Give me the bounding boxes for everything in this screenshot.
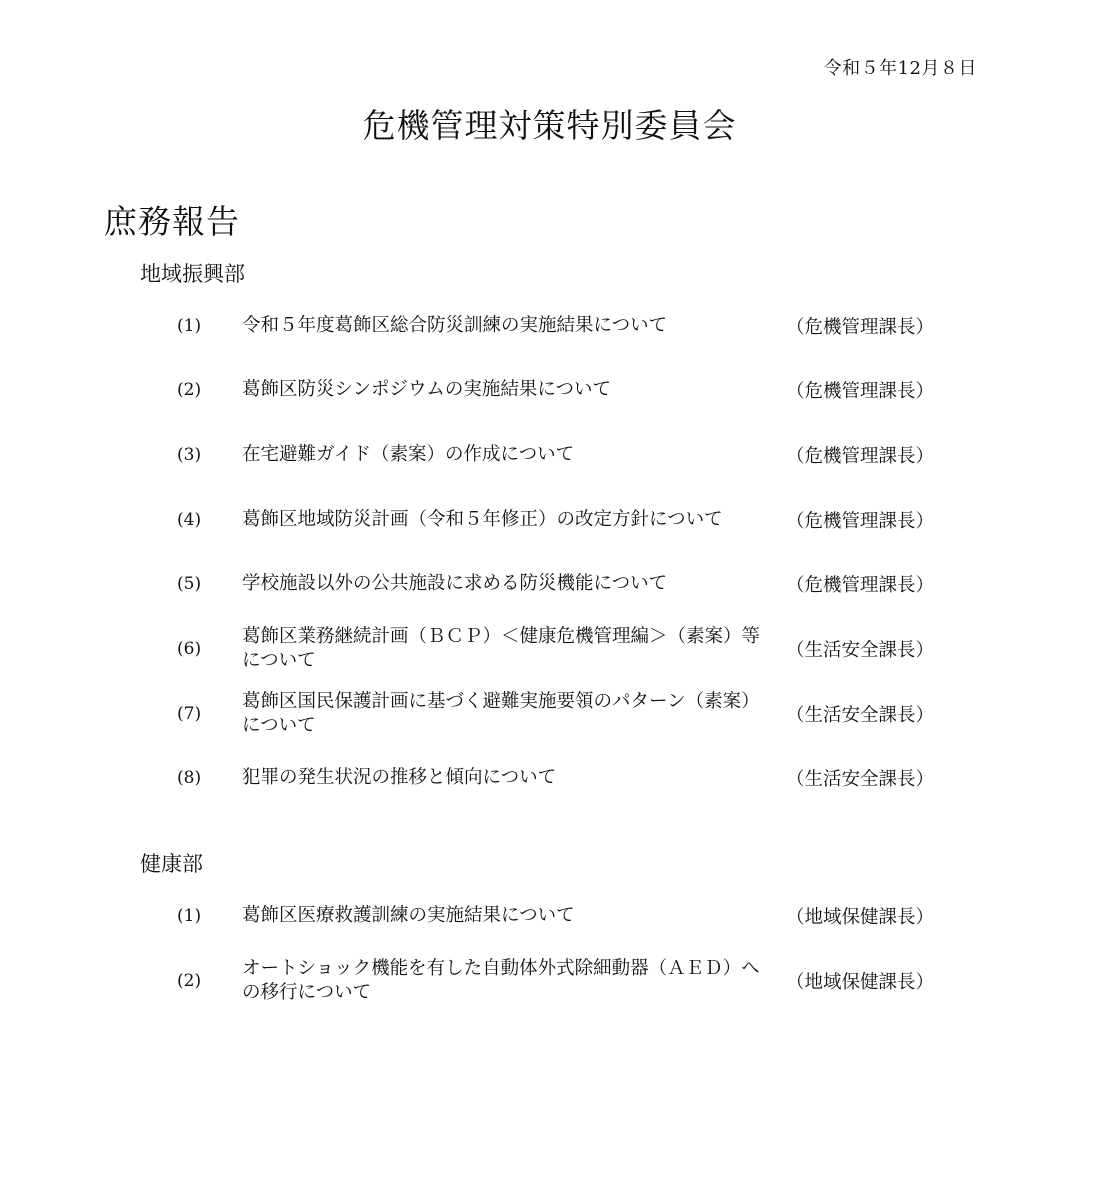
item-text: 葛飾区防災シンポジウムの実施結果について <box>242 379 611 400</box>
list-item <box>0 554 1099 614</box>
item-responsible: （地域保健課長） <box>786 907 935 928</box>
item-number: (4) <box>177 510 202 530</box>
item-text: 学校施設以外の公共施設に求める防災機能について <box>242 573 668 594</box>
list-item <box>0 886 1099 946</box>
item-responsible: （地域保健課長） <box>786 972 935 993</box>
section-heading-health: 健康部 <box>140 852 203 876</box>
item-responsible: （生活安全課長） <box>786 640 935 661</box>
list-item <box>0 296 1099 356</box>
item-responsible: （危機管理課長） <box>786 381 935 402</box>
item-text: 令和５年度葛飾区総合防災訓練の実施結果について <box>242 315 668 336</box>
item-number: (2) <box>177 971 202 991</box>
item-text: オートショック機能を有した自動体外式除細動器（ＡＥＤ）への移行について <box>242 958 760 1003</box>
list-item <box>0 619 1099 679</box>
item-responsible: （危機管理課長） <box>786 317 935 338</box>
list-item <box>0 748 1099 808</box>
item-responsible: （生活安全課長） <box>786 705 935 726</box>
list-item <box>0 425 1099 485</box>
item-text: 葛飾区業務継続計画（ＢＣＰ）＜健康危機管理編＞（素案）等について <box>242 626 761 671</box>
list-item <box>0 684 1099 744</box>
list-item <box>0 951 1099 1011</box>
item-responsible: （危機管理課長） <box>786 511 935 532</box>
item-text: 葛飾区国民保護計画に基づく避難実施要領のパターン（素案）について <box>242 691 760 736</box>
report-heading: 庶務報告 <box>104 202 240 241</box>
item-text: 葛飾区地域防災計画（令和５年修正）の改定方針について <box>242 509 723 530</box>
item-number: (2) <box>177 380 202 400</box>
item-number: (1) <box>177 906 202 926</box>
committee-title: 危機管理対策特別委員会 <box>362 106 737 145</box>
document-date: 令和５年12月８日 <box>823 58 977 79</box>
item-responsible: （危機管理課長） <box>786 575 935 596</box>
item-responsible: （生活安全課長） <box>786 769 935 790</box>
item-number: (5) <box>177 574 202 594</box>
item-text: 在宅避難ガイド（素案）の作成について <box>242 444 575 465</box>
item-text: 犯罪の発生状況の推移と傾向について <box>242 767 557 788</box>
item-text: 葛飾区医療救護訓練の実施結果について <box>242 905 575 926</box>
item-number: (3) <box>177 445 202 465</box>
list-item <box>0 360 1099 420</box>
section-heading-community: 地域振興部 <box>140 262 245 286</box>
item-number: (6) <box>177 639 202 659</box>
item-number: (8) <box>177 768 202 788</box>
list-item <box>0 490 1099 550</box>
item-number: (1) <box>177 316 202 336</box>
item-responsible: （危機管理課長） <box>786 446 935 467</box>
item-number: (7) <box>177 704 202 724</box>
